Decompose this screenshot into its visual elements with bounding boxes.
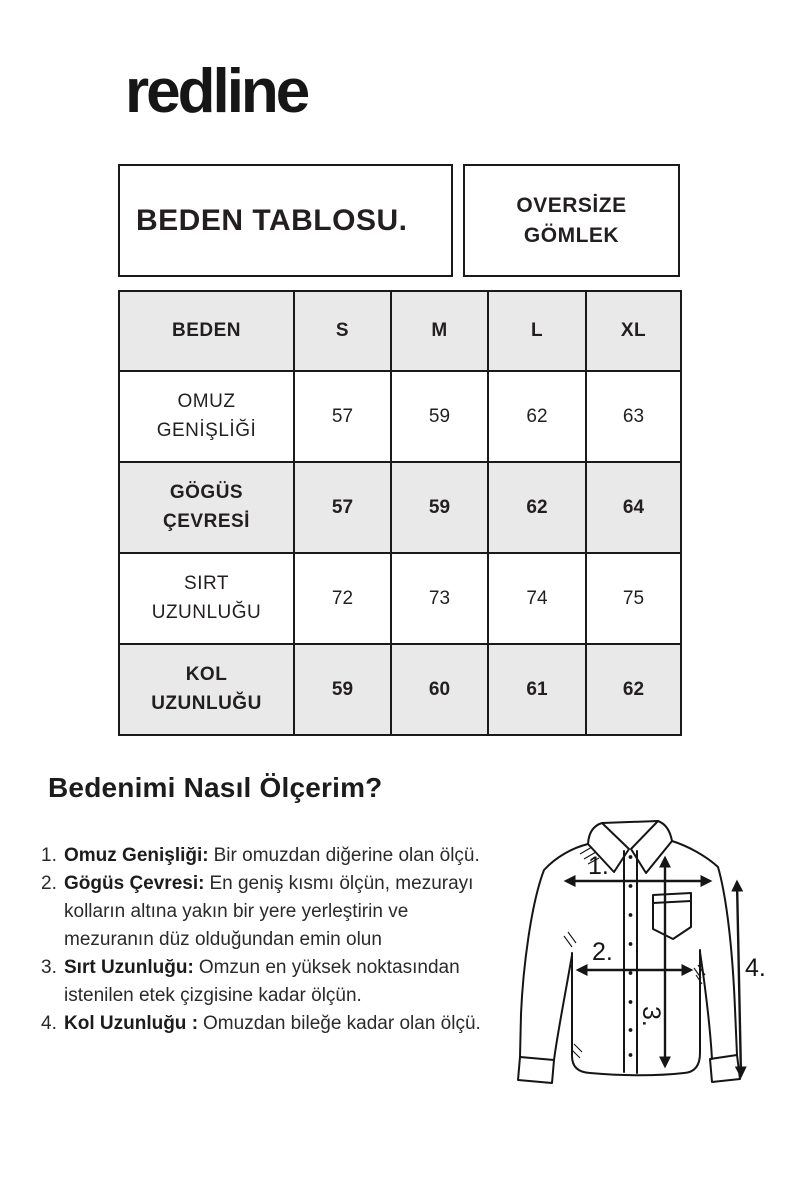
- size-table-header-row: [119, 291, 681, 371]
- list-number: 3.: [41, 957, 57, 978]
- table-row-chest-circumference: [119, 462, 681, 553]
- cell-value: 59: [391, 371, 488, 462]
- row-label-line2: UZUNLUĞU: [151, 692, 262, 714]
- list-item-sleeve-length: [41, 1010, 481, 1038]
- shirt-outline: [518, 821, 740, 1083]
- list-term: Omuz Genişliği:: [64, 845, 209, 866]
- diagram-label-sleeve: 4.: [745, 954, 766, 982]
- brand-logo: redline: [125, 57, 308, 126]
- row-label-line2: ÇEVRESİ: [163, 510, 250, 532]
- cell-value: 62: [488, 371, 586, 462]
- table-row-sleeve-length: [119, 644, 681, 735]
- cell-value: 57: [294, 371, 391, 462]
- size-table: [118, 290, 682, 736]
- diagram-label-chest: 2.: [592, 938, 613, 966]
- cell-value: 75: [586, 553, 681, 644]
- list-term: Sırt Uzunluğu:: [64, 957, 194, 978]
- row-label-line1: KOL: [185, 664, 228, 685]
- list-term: Gögüs Çevresi:: [64, 873, 205, 894]
- row-label: [119, 553, 294, 644]
- cell-value: 57: [294, 462, 391, 553]
- diagram-label-shoulder: 1.: [588, 852, 609, 880]
- table-row-shoulder-width: [119, 371, 681, 462]
- cell-value: 59: [391, 462, 488, 553]
- list-number: 2.: [41, 873, 57, 894]
- shirt-shading: [564, 847, 705, 1058]
- cell-value: 72: [294, 553, 391, 644]
- measure-guide-heading: Bedenimi Nasıl Ölçerim?: [48, 772, 383, 803]
- column-header-s: S: [294, 291, 391, 371]
- list-item-chest-circumference: [41, 870, 481, 954]
- cell-value: 62: [488, 462, 586, 553]
- header-row: [118, 164, 680, 277]
- row-label-line2: UZUNLUĞU: [151, 601, 262, 623]
- shirt-measurement-diagram: [510, 810, 770, 1102]
- size-table-title: BEDEN TABLOSU.: [136, 203, 408, 237]
- list-item-back-length: [41, 954, 481, 1010]
- column-header-xl: XL: [586, 291, 681, 371]
- list-desc: En geniş kısmı ölçün, mezurayı kolların altına yakın bir yere yerleştirin ve mezuranın düz olduğundan emin olun: [64, 873, 474, 950]
- measure-guide-list: [41, 842, 481, 1038]
- cell-value: 59: [294, 644, 391, 735]
- row-label: [119, 371, 294, 462]
- cell-value: 73: [391, 553, 488, 644]
- cell-value: 74: [488, 553, 586, 644]
- product-type-line2: GÖMLEK: [523, 223, 620, 247]
- list-desc: Omuzdan bileğe kadar olan ölçü.: [203, 1013, 481, 1034]
- product-type-box: [463, 164, 680, 277]
- list-text: [64, 870, 481, 954]
- row-label-line1: SIRT: [184, 573, 229, 594]
- product-type-line1: OVERSİZE: [516, 194, 627, 218]
- list-text: [64, 954, 481, 1010]
- table-row-back-length: [119, 553, 681, 644]
- cell-value: 61: [488, 644, 586, 735]
- list-text: [64, 1010, 481, 1038]
- cell-value: 63: [586, 371, 681, 462]
- list-term: Kol Uzunluğu :: [64, 1013, 199, 1034]
- cell-value: 64: [586, 462, 681, 553]
- diagram-label-back: 3.: [637, 1006, 665, 1027]
- list-text: [64, 842, 481, 870]
- column-header-m: M: [391, 291, 488, 371]
- list-number: 4.: [41, 1013, 57, 1034]
- row-label: [119, 644, 294, 735]
- measurement-arrows: [566, 858, 741, 1076]
- row-label: [119, 462, 294, 553]
- list-desc: Bir omuzdan diğerine olan ölçü.: [213, 845, 480, 866]
- list-number: 1.: [41, 845, 57, 866]
- list-item-shoulder-width: [41, 842, 481, 870]
- row-label-line1: OMUZ: [177, 391, 236, 412]
- column-header-beden: BEDEN: [119, 291, 294, 371]
- row-label-line1: GÖGÜS: [169, 482, 244, 503]
- row-label-line2: GENİŞLİĞİ: [156, 419, 257, 441]
- shirt-buttons: [629, 855, 633, 1057]
- list-desc: Omzun en yüksek noktasından istenilen etek çizgisine kadar ölçün.: [64, 957, 460, 1006]
- cell-value: 60: [391, 644, 488, 735]
- cell-value: 62: [586, 644, 681, 735]
- size-table-title-box: [118, 164, 453, 277]
- column-header-l: L: [488, 291, 586, 371]
